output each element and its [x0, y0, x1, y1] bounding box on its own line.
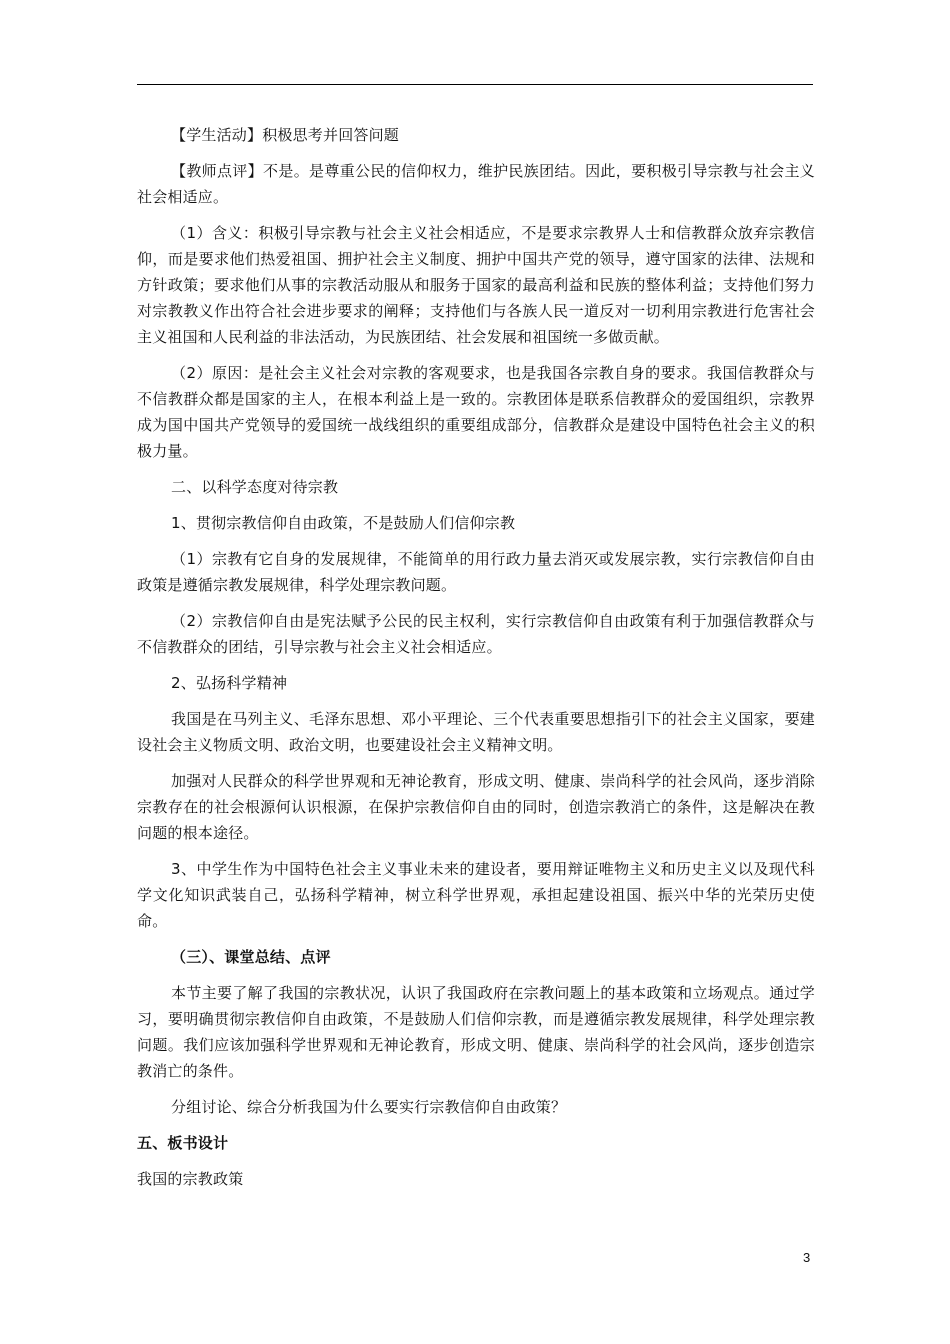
subheading-1: 1、贯彻宗教信仰自由政策，不是鼓励人们信仰宗教: [171, 514, 516, 532]
paragraph-summary: 本节主要了解了我国的宗教状况，认识了我国政府在宗教问题上的基本政策和立场观点。通过学习，要明确贯彻宗教信仰自由政策，不是鼓励人们信仰宗教，而是遵循宗教发展规律，科学处理宗教问题。我们应该加强科学世界观和无神论教育，形成文明、健康、崇尚科学的社会风尚，逐步创造宗教消亡的条件。: [137, 984, 815, 1080]
paragraph-point-2: （2）宗教信仰自由是宪法赋予公民的民主权利，实行宗教信仰自由政策有利于加强信教群众与不信教群众的团结，引导宗教与社会主义社会相适应。: [137, 612, 815, 656]
section-heading-board: 五、板书设计: [137, 1134, 229, 1152]
paragraph-point-1: （1）宗教有它自身的发展规律，不能简单的用行政力量去消灭或发展宗教，实行宗教信仰自由政策是遵循宗教发展规律，科学处理宗教问题。: [137, 550, 815, 594]
paragraph-reason: （2）原因：是社会主义社会对宗教的客观要求，也是我国各宗教自身的要求。我国信教群众与不信教群众都是国家的主人，在根本利益上是一致的。宗教团体是联系信教群众的爱国组织，宗教界成为国中国共产党领导的爱国统一战线组织的重要组成部分，信教群众是建设中国特色社会主义的积极力量。: [137, 364, 815, 460]
paragraph-students: 3、中学生作为中国特色社会主义事业未来的建设者，要用辩证唯物主义和历史主义以及现代科学文化知识武装自己，弘扬科学精神，树立科学世界观，承担起建设祖国、振兴中华的光荣历史使命。: [137, 860, 815, 930]
paragraph-discussion: 分组讨论、综合分析我国为什么要实行宗教信仰自由政策？: [171, 1098, 567, 1116]
document-body: [137, 122, 815, 1192]
paragraph-education: 加强对人民群众的科学世界观和无神论教育，形成文明、健康、崇尚科学的社会风尚，逐步消除宗教存在的社会根源何认识根源，在保护宗教信仰自由的同时，创造宗教消亡的条件，这是解决在教问题的根本途径。: [137, 772, 815, 842]
page-number: 3: [803, 1250, 811, 1265]
subheading-2: 2、弘扬科学精神: [171, 674, 288, 692]
paragraph-country: 我国是在马列主义、毛泽东思想、邓小平理论、三个代表重要思想指引下的社会主义国家，要建设社会主义物质文明、政治文明，也要建设社会主义精神文明。: [137, 710, 815, 754]
section-heading-2: 二、以科学态度对待宗教: [171, 478, 339, 496]
paragraph-teacher-comment: 【教师点评】不是。是尊重公民的信仰权力，维护民族团结。因此，要积极引导宗教与社会主义社会相适应。: [137, 162, 815, 206]
paragraph-board-title: 我国的宗教政策: [137, 1170, 244, 1188]
paragraph-student-activity: 【学生活动】积极思考并回答问题: [171, 126, 400, 144]
paragraph-meaning: （1）含义：积极引导宗教与社会主义社会相适应，不是要求宗教界人士和信教群众放弃宗教信仰，而是要求他们热爱祖国、拥护社会主义制度、拥护中国共产党的领导，遵守国家的法律、法规和方针政策；要求他们从事的宗教活动服从和服务于国家的最高利益和民族的整体利益；支持他们努力对宗教教义作出符合社会进步要求的阐释；支持他们与各族人民一道反对一切利用宗教进行危害社会主义祖国和人民利益的非法活动，为民族团结、社会发展和祖国统一多做贡献。: [137, 224, 815, 346]
header-rule: [137, 84, 813, 85]
section-heading-summary: （三）、课堂总结、点评: [171, 948, 331, 966]
